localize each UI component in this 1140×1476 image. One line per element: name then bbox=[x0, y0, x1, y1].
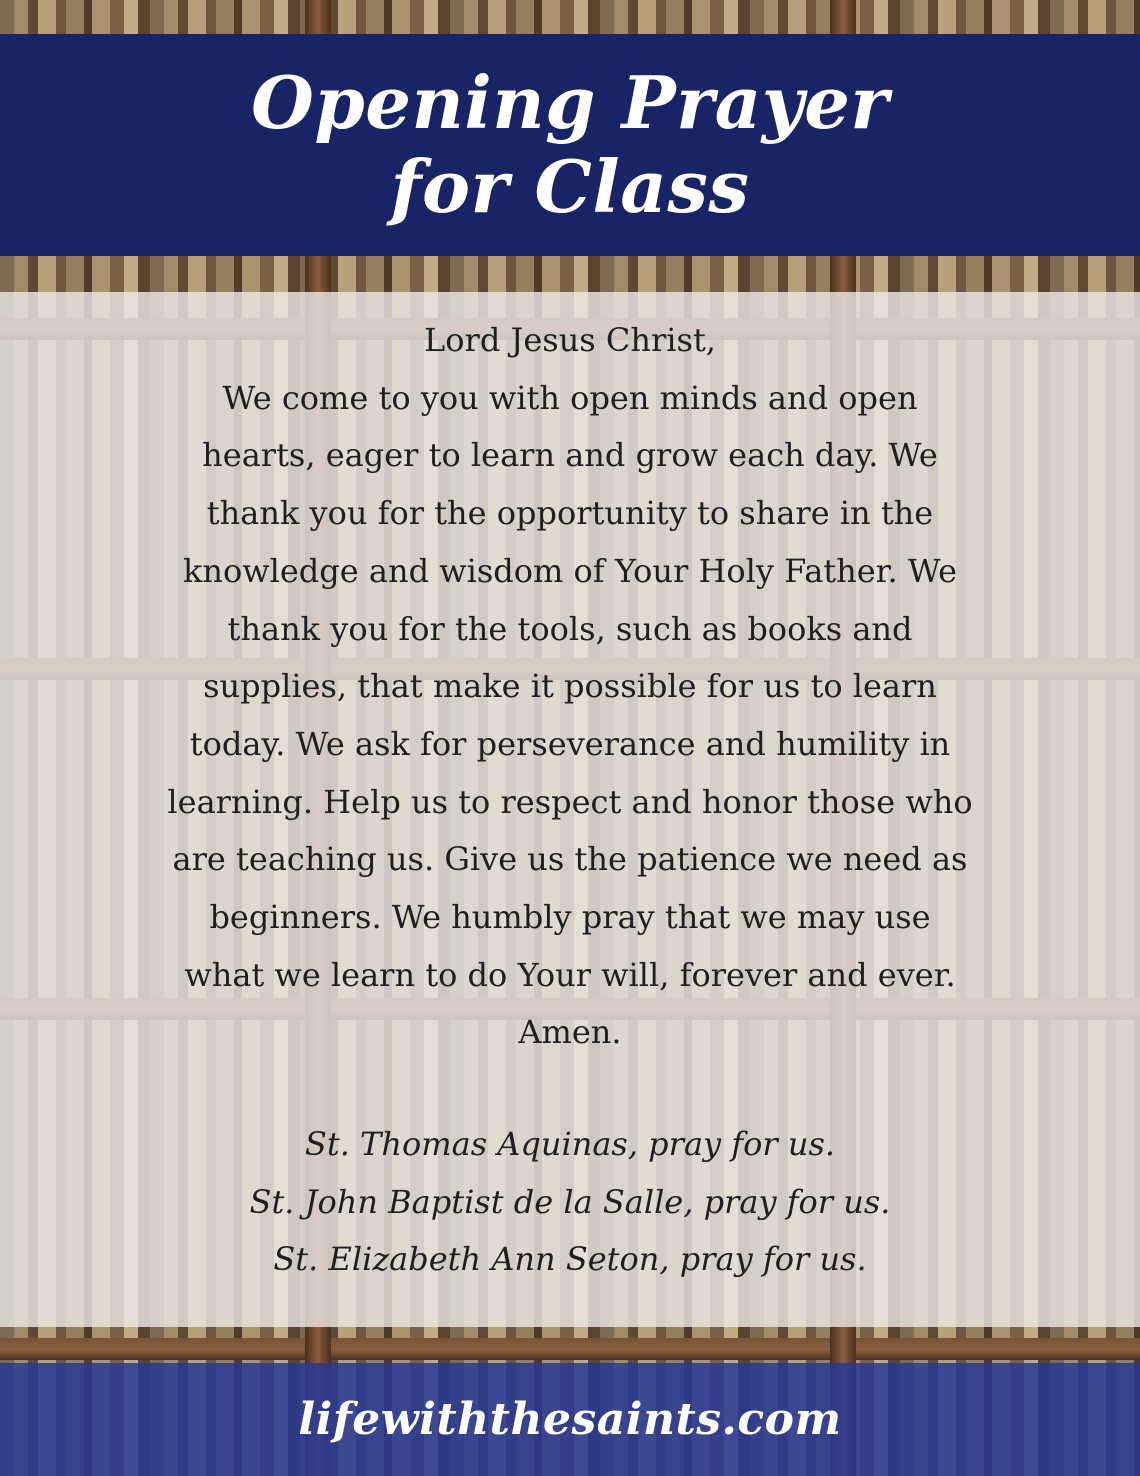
title-banner bbox=[0, 34, 1140, 256]
footer-banner bbox=[0, 1363, 1140, 1476]
footer-url: lifewiththesaints.com bbox=[298, 1394, 842, 1445]
saint-line: St. Elizabeth Ann Seton, pray for us. bbox=[273, 1240, 867, 1279]
saint-line: St. John Baptist de la Salle, pray for us. bbox=[249, 1182, 891, 1221]
saints-intercession bbox=[60, 1116, 1080, 1289]
prayer-text: Lord Jesus Christ, We come to you with open minds and open hearts, eager to learn and grow each day. We thank you for the opportunity to share in the knowledge and wisdom of Your Holy Father. We thank you for the tools, such as books and supplies, that make it possible for us to learn today. We ask for perseverance and humility in learning. Help us to respect and honor those who are teaching us. Give us the patience we need as beginners. We humbly pray that we may use what we learn to do Your will, forever and ever. Amen. bbox=[167, 321, 973, 1052]
saint-line: St. Thomas Aquinas, pray for us. bbox=[304, 1125, 836, 1163]
page-title: Opening Prayer for Class bbox=[251, 60, 889, 229]
